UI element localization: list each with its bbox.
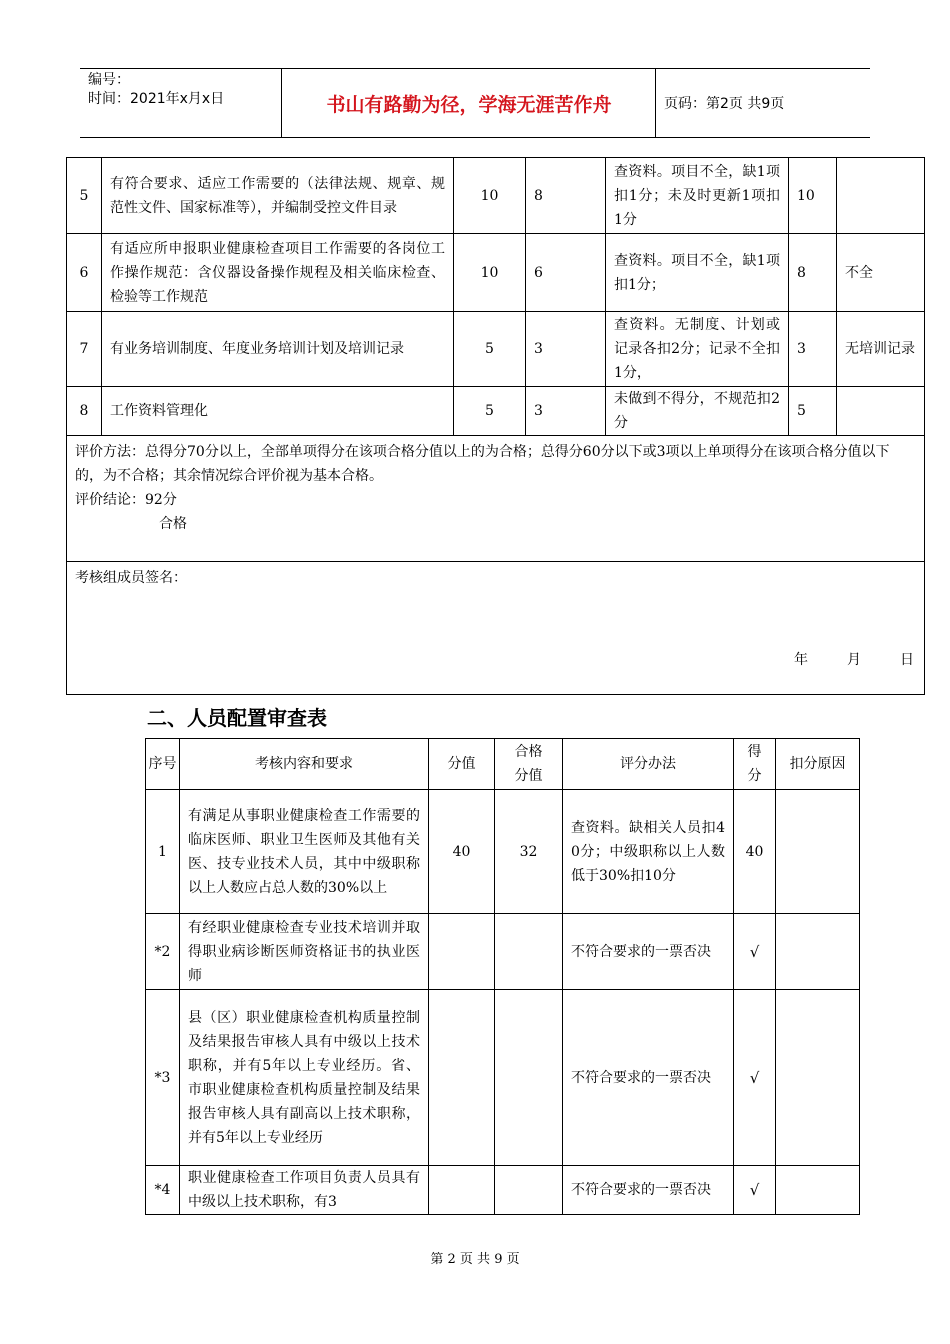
table-row xyxy=(146,914,860,990)
row-number: *2 xyxy=(146,914,180,990)
header-reason: 扣分原因 xyxy=(776,739,860,790)
row-number: 8 xyxy=(67,387,102,436)
row-content: 有适应所申报职业健康检查项目工作需要的各岗位工作操作规范：含仪器设备操作规程及相关临床检查、检验等工作规范 xyxy=(102,234,454,312)
header-no: 序号 xyxy=(146,739,180,790)
row-reason xyxy=(776,914,860,990)
document-number-label: 编号： xyxy=(88,72,130,88)
header-content: 考核内容和要求 xyxy=(180,739,429,790)
row-got-score: 5 xyxy=(789,387,837,436)
row-number: *3 xyxy=(146,990,180,1166)
row-reason: 不全 xyxy=(837,234,925,312)
date-year: 年 xyxy=(794,652,808,668)
table-row xyxy=(146,1166,860,1215)
date-month: 月 xyxy=(847,652,861,668)
row-got-check: √ xyxy=(734,914,776,990)
row-got-check: √ xyxy=(734,1166,776,1215)
header-method: 评分办法 xyxy=(563,739,734,790)
row-reason xyxy=(776,1166,860,1215)
header-motto: 书山有路勤为径，学海无涯苦作舟 xyxy=(283,69,656,137)
table-row xyxy=(67,312,925,387)
row-number: *4 xyxy=(146,1166,180,1215)
row-method: 不符合要求的一票否决 xyxy=(563,990,734,1166)
row-reason: 无培训记录 xyxy=(837,312,925,387)
row-reason xyxy=(837,158,925,234)
row-reason xyxy=(776,790,860,914)
row-pass-score: 3 xyxy=(526,387,606,436)
row-pass-score: 6 xyxy=(526,234,606,312)
page-header xyxy=(80,68,870,138)
row-method: 查资料。无制度、计划或记录各扣2分；记录不全扣1分， xyxy=(606,312,789,387)
assessment-table-1 xyxy=(66,157,925,695)
row-reason xyxy=(776,990,860,1166)
row-pass-score: 8 xyxy=(526,158,606,234)
row-method: 不符合要求的一票否决 xyxy=(563,914,734,990)
header-page-label: 页码：第2页 共9页 xyxy=(664,96,785,112)
evaluation-method: 评价方法：总得分70分以上，全部单项得分在该项合格分值以上的为合格；总得分60分以下或3项以上单项得分在该项合格分值以下的，为不合格；其余情况综合评价视为基本合格。 xyxy=(75,444,890,484)
staffing-review-table xyxy=(145,738,860,1215)
row-score: 5 xyxy=(454,312,526,387)
row-content: 有满足从事职业健康检查工作需要的临床医师、职业卫生医师及其他有关医、技专业技术人员，其中中级职称以上人数应占总人数的30%以上 xyxy=(180,790,429,914)
header-pass-score: 合格分值 xyxy=(495,739,563,790)
row-method: 查资料。项目不全，缺1项扣1分；未及时更新1项扣1分 xyxy=(606,158,789,234)
row-score: 5 xyxy=(454,387,526,436)
row-got-check: √ xyxy=(734,990,776,1166)
evaluation-conclusion: 评价结论：92分 xyxy=(75,492,177,508)
table-row xyxy=(67,387,925,436)
row-reason xyxy=(837,387,925,436)
row-score: 40 xyxy=(429,790,495,914)
table-row xyxy=(67,234,925,312)
document-time-label: 时间：2021年x月x日 xyxy=(88,91,225,107)
row-method: 未做到不得分，不规范扣2分 xyxy=(606,387,789,436)
evaluation-result: 合格 xyxy=(159,516,187,532)
row-got-score: 8 xyxy=(789,234,837,312)
table-row xyxy=(67,158,925,234)
row-number: 6 xyxy=(67,234,102,312)
row-content: 工作资料管理化 xyxy=(102,387,454,436)
row-number: 7 xyxy=(67,312,102,387)
row-content: 有经职业健康检查专业技术培训并取得职业病诊断医师资格证书的执业医师 xyxy=(180,914,429,990)
table-header-row xyxy=(146,739,860,790)
table-row xyxy=(146,790,860,914)
date-day: 日 xyxy=(900,652,914,668)
row-score: 10 xyxy=(454,158,526,234)
header-score: 分值 xyxy=(429,739,495,790)
row-content: 职业健康检查工作项目负责人员具有中级以上技术职称，有3 xyxy=(180,1166,429,1215)
row-method: 不符合要求的一票否决 xyxy=(563,1166,734,1215)
table-row xyxy=(146,990,860,1166)
row-got-score: 10 xyxy=(789,158,837,234)
row-pass-score xyxy=(495,914,563,990)
row-score: 10 xyxy=(454,234,526,312)
row-method: 查资料。缺相关人员扣40分；中级职称以上人数低于30%扣10分 xyxy=(563,790,734,914)
row-score xyxy=(429,914,495,990)
signature-label: 考核组成员签名： xyxy=(75,570,187,586)
evaluation-row xyxy=(67,436,925,562)
row-pass-score: 32 xyxy=(495,790,563,914)
row-number: 1 xyxy=(146,790,180,914)
row-score xyxy=(429,1166,495,1215)
row-score xyxy=(429,990,495,1166)
row-pass-score xyxy=(495,990,563,1166)
row-got-score: 3 xyxy=(789,312,837,387)
page-footer: 第 2 页 共 9 页 xyxy=(430,1252,520,1267)
header-got-score: 得分 xyxy=(734,739,776,790)
signature-row xyxy=(67,562,925,695)
row-content: 县（区）职业健康检查机构质量控制及结果报告审核人具有中级以上技术职称，并有5年以上专业经历。省、市职业健康检查机构质量控制及结果报告审核人具有副高以上技术职称，并有5年以上专业经历 xyxy=(180,990,429,1166)
row-method: 查资料。项目不全，缺1项扣1分； xyxy=(606,234,789,312)
row-pass-score: 3 xyxy=(526,312,606,387)
signature-date xyxy=(794,648,914,672)
section-title: 二、人员配置审查表 xyxy=(147,706,327,730)
row-content: 有业务培训制度、年度业务培训计划及培训记录 xyxy=(102,312,454,387)
row-number: 5 xyxy=(67,158,102,234)
signature-cell xyxy=(67,562,925,695)
row-content: 有符合要求、适应工作需要的（法律法规、规章、规范性文件、国家标准等），并编制受控文件目录 xyxy=(102,158,454,234)
header-meta xyxy=(80,69,282,137)
evaluation-cell xyxy=(67,436,925,562)
row-got-score: 40 xyxy=(734,790,776,914)
row-pass-score xyxy=(495,1166,563,1215)
